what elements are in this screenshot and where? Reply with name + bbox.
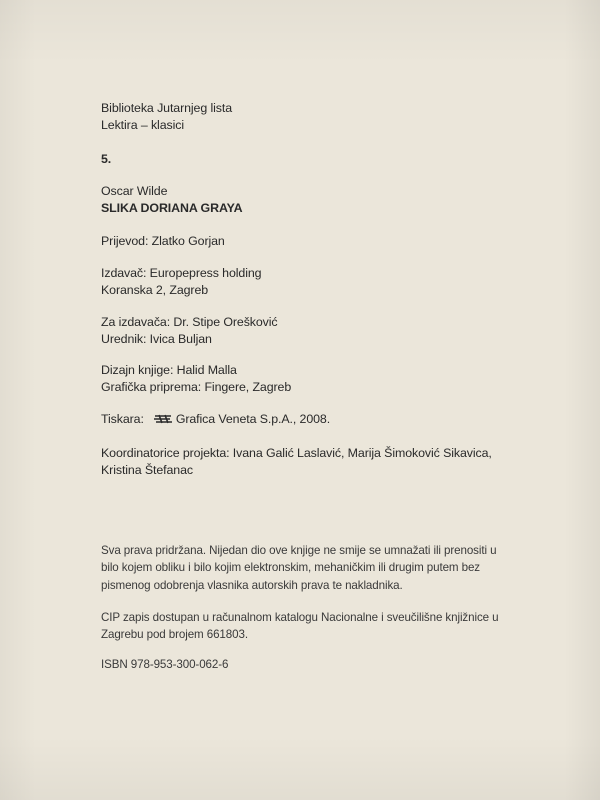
coordinators-line-1: Koordinatorice projekta: Ivana Galić Laslavić, Marija Šimoković Sikavica, [101, 446, 492, 460]
printer-logo-icon [154, 414, 172, 424]
cip-line-2: Zagrebu pod brojem 661803. [101, 628, 248, 642]
printing-house: Grafica Veneta S.p.A., 2008. [175, 412, 331, 426]
isbn: ISBN 978-953-300-062-6 [101, 658, 229, 671]
translation-credit: Prijevod: Zlatko Gorjan [101, 234, 225, 248]
cip-notice [101, 609, 498, 644]
publisher-address: Koranska 2, Zagreb [101, 283, 209, 297]
series-name: Biblioteka Jutarnjeg lista [101, 101, 233, 115]
rights-notice [101, 542, 496, 594]
coordinators-line-2: Kristina Štefanac [101, 463, 193, 477]
printing-line [101, 411, 330, 428]
graphic-preparation: Grafička priprema: Fingere, Zagreb [101, 380, 292, 394]
cip-line-1: CIP zapis dostupan u računalnom katalogu Nacionalne i sveučilišne knjižnice u [101, 611, 499, 624]
book-title-block [101, 183, 243, 217]
series-subtitle: Lektira – klasici [101, 118, 185, 132]
series-block [101, 100, 232, 134]
editors-block [101, 314, 278, 348]
rights-line-3: pismenog odobrenja vlasnika autorskih prava te nakladnika. [101, 578, 403, 592]
publisher-block [101, 265, 261, 299]
author-name: Oscar Wilde [101, 184, 168, 198]
rights-line-2: bilo kojem obliku i bilo kojim elektronskim, mehaničkim ili drugim putem bez [101, 561, 481, 575]
book-design: Dizajn knjige: Halid Malla [101, 363, 237, 377]
volume-number: 5. [101, 152, 112, 166]
publisher-name: Izdavač: Europepress holding [101, 266, 262, 280]
design-block [101, 362, 291, 396]
coordinators-block [101, 445, 492, 479]
printing-label: Tiskara: [101, 412, 144, 426]
rights-line-1: Sva prava pridržana. Nijedan dio ove knjige ne smije se umnažati ili prenositi u [101, 544, 497, 557]
editor: Urednik: Ivica Buljan [101, 332, 212, 346]
publisher-representative: Za izdavača: Dr. Stipe Orešković [101, 315, 278, 329]
book-title: SLIKA DORIANA GRAYA [101, 201, 243, 215]
